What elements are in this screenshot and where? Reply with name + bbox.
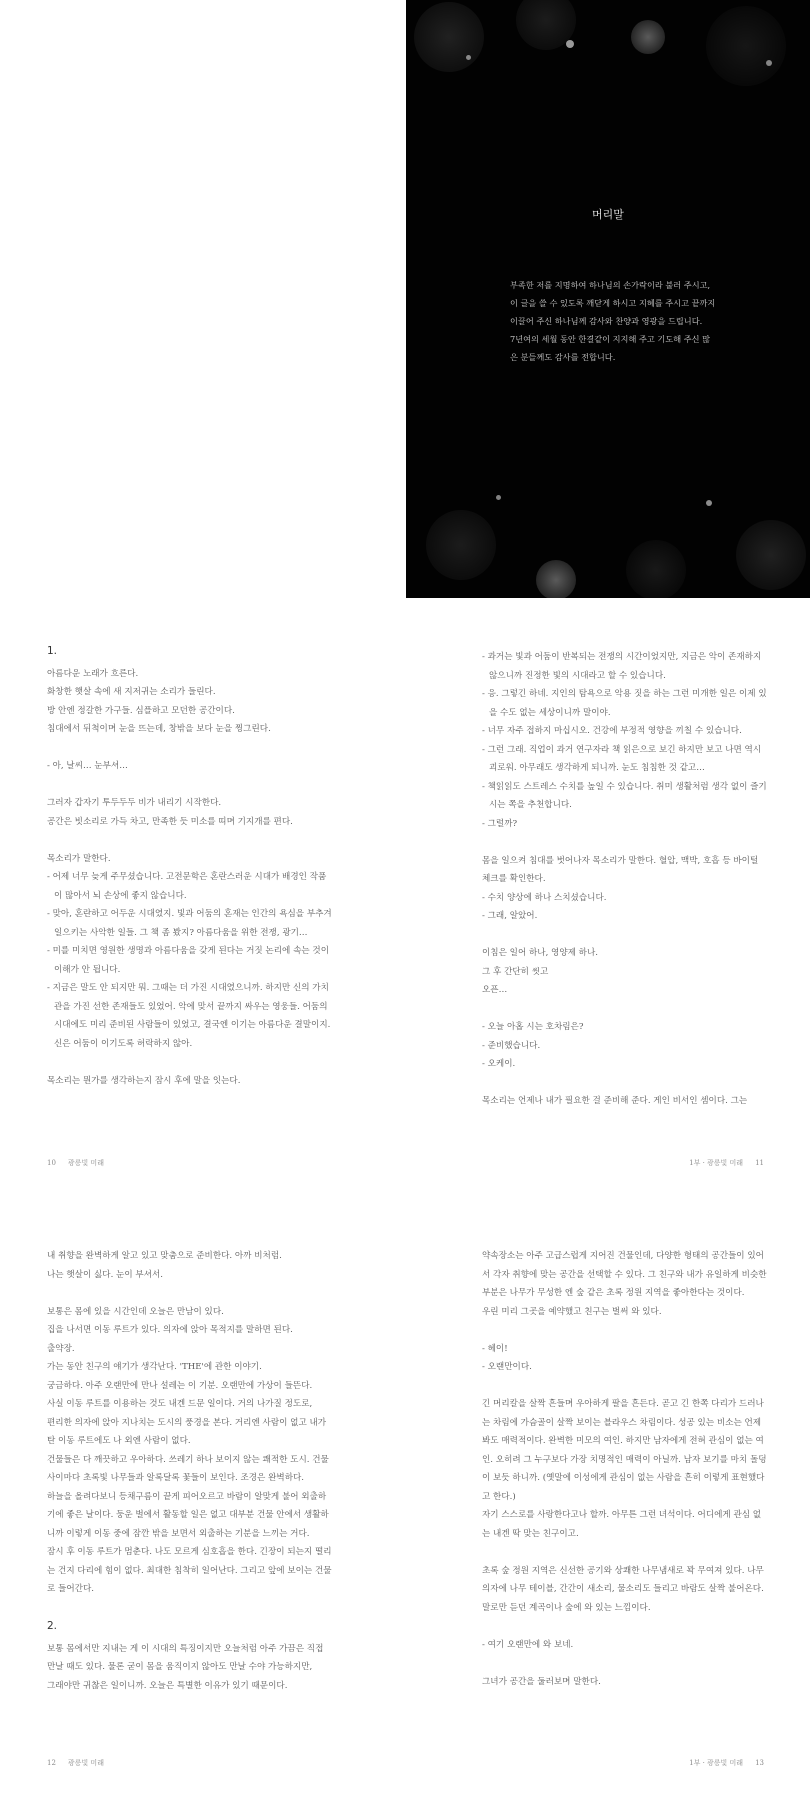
blank-line <box>482 1654 767 1673</box>
bokeh-light-decoration <box>736 520 806 590</box>
paragraph: 자기 스스로를 사랑한다고나 할까. 아무튼 그런 녀석이다. 어디에게 관심 없는 내겐 딱 맞는 친구이고. <box>482 1510 762 1539</box>
running-title: 1부 · 광릉빛 미래 <box>689 1159 744 1167</box>
blank-line <box>482 926 767 945</box>
running-title: 광릉빛 미래 <box>67 1159 104 1167</box>
bokeh-light-decoration <box>706 500 712 506</box>
dialogue-line: - 책읽읽도 스트레스 수치를 높일 수 있습니다. 취미 생활처럼 생각 없이 즐기시는 쪽을 추천합니다. <box>482 781 767 810</box>
chapter-number: 2. <box>47 1620 58 1632</box>
paragraph: 오픈… <box>482 985 508 995</box>
blank-line <box>482 1377 767 1396</box>
preface-line: 부족한 저를 지명하여 하나님의 손가락이라 불러 주시고, <box>510 280 711 290</box>
bokeh-light-decoration <box>706 6 786 86</box>
dialogue-line: - 그래, 알았어. <box>482 911 538 921</box>
dialogue-line: - 그런 그래. 직업이 과거 연구자라 책 읽은으로 보긴 하지만 보고 나면 역시 괴로워. 아무래도 생각하게 되니까. 눈도 침침한 것 같고… <box>482 744 762 773</box>
preface-line: 은 분들께도 감사를 전합니다. <box>510 352 616 362</box>
preface-line: 이끌어 주신 하나님께 감사와 찬양과 영광을 드립니다. <box>510 316 703 326</box>
blank-line <box>47 831 332 850</box>
bokeh-light-decoration <box>631 20 665 54</box>
page-footer-11 <box>689 1158 764 1168</box>
running-title: 광릉빛 미래 <box>67 1759 104 1767</box>
blank-line <box>47 739 332 758</box>
page-footer-12 <box>47 1758 104 1768</box>
paragraph: 나는 햇살이 싫다. 눈이 부셔서. <box>47 1269 164 1280</box>
page-13-body <box>482 1247 767 1691</box>
page-10-body <box>47 642 332 1090</box>
dialogue-line: - 헤이! <box>482 1343 508 1354</box>
bokeh-light-decoration <box>496 495 501 500</box>
preface-panel <box>406 0 810 598</box>
paragraph: 하늘을 올려다보니 등채구름이 끝게 피어오르고 바람이 알맞게 불어 외출하기에 좋은 날이다. 둥운 벌에서 활동할 일은 없고 대부분 건물 안에서 생활하니까 이렇게 이동 중에 잠깐 밖을 보면서 외출하는 기분을 느끼는 거다. <box>47 1491 329 1539</box>
paragraph: 그녀가 공간을 둘러보며 말한다. <box>482 1676 601 1687</box>
page-number: 12 <box>47 1759 56 1767</box>
paragraph: 잠시 후 이동 루트가 멈춘다. 나도 모르게 심호흡을 한다. 긴장이 되는지 떨리는 건지 다리에 힘이 없다. 최대한 침착히 일어난다. 그리고 앞에 보이는 건물로 들어간다. <box>47 1547 332 1594</box>
paragraph: 그래야만 귀찮은 일이니까. 오늘은 특별한 이유가 있기 때문이다. <box>47 1680 288 1691</box>
blank-line <box>47 1599 332 1618</box>
paragraph: 침대에서 뒤척이며 눈을 뜨는데, 창밖을 보다 눈을 찡그린다. <box>47 724 271 734</box>
paragraph: 공간은 빗소리로 가득 차고, 만족한 듯 미소를 띠며 기지개를 편다. <box>47 816 293 827</box>
paragraph: 건물들은 다 깨끗하고 우아하다. 쓰레기 하나 보이지 않는 쾌적한 도시. 건물 사이마다 초록빛 나무들과 알록달록 꽃들이 보인다. 조경은 완벽하다. <box>47 1454 329 1483</box>
paragraph: 목소리는 뭔가를 생각하는지 잠시 후에 말을 잇는다. <box>47 1075 241 1086</box>
dialogue-line: - 맞아, 혼란하고 어두운 시대였지. 빛과 어둠의 혼재는 인간의 욕심을 부추겨 일으키는 사악한 일들. 그 책 좀 봤지? 아름다움을 위한 전쟁, 광기… <box>47 909 332 938</box>
dialogue-line: - 어제 너무 늦게 주무셨습니다. 고전문학은 혼란스러운 시대가 배경인 작품이 많아서 뇌 손상에 좋지 않습니다. <box>47 872 327 901</box>
blank-line <box>482 1321 767 1340</box>
dialogue-line: - 과거는 빛과 어둠이 반복되는 전쟁의 시간이었지만, 지금은 악이 존재하지 않으니까 진정한 빛의 시대라고 할 수 있습니다. <box>482 652 762 681</box>
paragraph: 몸을 일으켜 침대를 벗어나자 목소리가 말한다. 혈압, 맥박, 호흡 등 바이털 체크를 확인한다. <box>482 855 759 884</box>
blank-line <box>482 1617 767 1636</box>
dialogue-line: - 오늘 아홉 시는 호차림은? <box>482 1022 584 1032</box>
paragraph: 내 취향을 완벽하게 알고 있고 맞춤으로 준비한다. 아까 비처럼. <box>47 1251 282 1261</box>
paragraph: 이침은 일어 하나, 영양제 하나. <box>482 948 599 958</box>
paragraph: 목소리가 말한다. <box>47 853 111 864</box>
preface-line: 이 글을 쓸 수 있도록 깨닫게 하시고 지혜를 주시고 끝까지 <box>510 298 716 308</box>
bokeh-light-decoration <box>766 60 772 66</box>
paragraph: - 아, 날씨… 눈부셔… <box>47 761 128 771</box>
page-number: 11 <box>755 1159 764 1167</box>
bokeh-light-decoration <box>426 510 496 580</box>
bokeh-light-decoration <box>466 55 471 60</box>
page-12-body <box>47 1247 332 1695</box>
paragraph: 보통은 몸에 있을 시간인데 오늘은 만남이 있다. <box>47 1306 224 1317</box>
paragraph: 그 후 간단히 씻고 <box>482 966 549 977</box>
paragraph: 출약장. <box>47 1343 75 1354</box>
paragraph: 집을 나서면 이동 루트가 있다. 의자에 앉아 목적지를 말하면 된다. <box>47 1325 293 1335</box>
dialogue-line: - 오케이. <box>482 1059 516 1069</box>
paragraph: 사실 이동 루트를 이용하는 것도 내겐 드문 일이다. 거의 나가질 정도로, <box>47 1399 313 1409</box>
blank-line <box>47 1284 332 1303</box>
page-number: 13 <box>755 1759 764 1767</box>
blank-line <box>47 776 332 795</box>
dialogue-line: - 미를 미치면 영원한 생명과 아름다움을 갖게 된다는 거짓 논리에 속는 것이 이해가 안 됩니다. <box>47 946 330 975</box>
page-number: 10 <box>47 1159 56 1167</box>
dialogue-line: - 수치 양상에 하나 스치셨습니다. <box>482 892 607 903</box>
dialogue-line: - 오랜만이다. <box>482 1362 532 1372</box>
dialogue-line: - 지금은 말도 안 되지만 뭐. 그때는 더 가진 시대였으니까. 하지만 신의 가치관을 가진 선한 존재들도 있었어. 악에 맞서 끝까지 싸우는 영웅들. 어둠의 시대에도 미리 준비된 사람들이 있었고, 결국엔 이기는 아름다운 결말이지. 신은 어둠이 이기도록 허락하지 않아. <box>47 983 331 1049</box>
preface-body <box>510 276 760 366</box>
bokeh-light-decoration <box>536 560 576 598</box>
blank-line <box>47 1053 332 1072</box>
page-11-body <box>482 648 767 1111</box>
paragraph: 가는 동안 친구의 얘기가 생각난다. 'THE'에 관한 이야기. <box>47 1362 262 1372</box>
page-footer-10 <box>47 1158 104 1168</box>
page-footer-13 <box>689 1758 764 1768</box>
paragraph: 편리한 의자에 앉아 지나치는 도시의 풍경을 본다. 거리엔 사람이 없고 내가 탄 이동 루트에도 나 외엔 사람이 없다. <box>47 1417 327 1446</box>
blank-line <box>482 1000 767 1019</box>
paragraph: 그러자 갑자기 투두두두 비가 내리기 시작한다. <box>47 798 222 808</box>
dialogue-line: - 너무 자주 접하지 마십시오. 건강에 부정적 영향을 끼칠 수 있습니다. <box>482 726 742 736</box>
bokeh-light-decoration <box>414 2 484 72</box>
blank-line <box>482 1543 767 1562</box>
dialogue-line: - 응. 그렇긴 하네. 지인의 탐욕으로 악용 짓을 하는 그런 미개한 일은 이제 있을 수도 없는 세상이니까 말이야. <box>482 689 767 718</box>
paragraph: 방 안엔 정갈한 가구들. 심플하고 모던한 공간이다. <box>47 705 235 716</box>
blank-line <box>482 1074 767 1093</box>
running-title: 1부 · 광릉빛 미래 <box>689 1759 744 1767</box>
preface-line: 7년여의 세월 동안 한결같이 지지해 주고 기도해 주신 많 <box>510 334 711 344</box>
paragraph: 목소리는 언제나 내가 필요한 걸 준비해 준다. 게인 비서인 셈이다. 그는 <box>482 1096 748 1106</box>
paragraph: 보통 몸에서만 지내는 게 이 시대의 특징이지만 오늘처럼 아주 가끔은 직접 만날 때도 있다. 물론 굳이 몸을 움직이지 않아도 만날 수야 가능하지만, <box>47 1643 324 1672</box>
dialogue-line: - 여기 오랜만에 와 보네. <box>482 1639 574 1650</box>
bokeh-light-decoration <box>626 540 686 598</box>
paragraph: 긴 머리칼을 살짝 흔들며 우아하게 팔을 흔든다. 곧고 긴 한쪽 다리가 드러나는 차림에 가슴골이 살짝 보이는 블라우스 차림이다. 성공 있는 비소는 언제 봐도 매력적이다. 완벽한 미모의 여인. 하지만 남자에게 전혀 관심이 없는 여인. 오히려 그 누구보다 가장 치명적인 매력이 아닐까. 남자 보기를 마치 돌덩이 보듯 하니까. (옛말에 이성에게 관심이 없는 사람을 흔히 이렇게 표현했다고 한다.) <box>482 1399 767 1502</box>
paragraph: 화창한 햇살 속에 새 지저귀는 소리가 들린다. <box>47 687 216 697</box>
paragraph: 초록 숲 정원 지역은 신선한 공기와 상쾌한 나무냄새로 꽉 무여져 있다. 나무 의자에 나무 테이블, 간간이 새소리, 물소리도 들리고 바람도 살짝 불어온다. 말로만 듣던 계곡이나 숲에 와 있는 느낌이다. <box>482 1565 764 1613</box>
paragraph: 궁금하다. 아주 오랜만에 만나 설레는 이 기분. 오랜만에 가상이 들뜬다. <box>47 1380 313 1391</box>
dialogue-line: - 그럴까? <box>482 818 518 829</box>
paragraph: 아름다운 노래가 흐른다. <box>47 668 139 679</box>
paragraph: 약속장소는 아주 고급스럽게 지어진 건물인데, 다양한 형태의 공간들이 있어서 각자 취향에 맞는 공간을 선택할 수 있다. 그 친구와 내가 유일하게 비슷한 부분은 나무가 무성한 엔 숲 같은 초록 정원 지역을 좋아한다는 것이다. <box>482 1251 767 1298</box>
bokeh-light-decoration <box>566 40 574 48</box>
dialogue-line: - 준비했습니다. <box>482 1040 541 1051</box>
preface-title: 머리말 <box>592 208 624 221</box>
paragraph: 우린 미리 그곳을 예약했고 친구는 벌써 와 있다. <box>482 1306 662 1317</box>
chapter-number: 1. <box>47 645 58 657</box>
blank-line <box>482 833 767 852</box>
